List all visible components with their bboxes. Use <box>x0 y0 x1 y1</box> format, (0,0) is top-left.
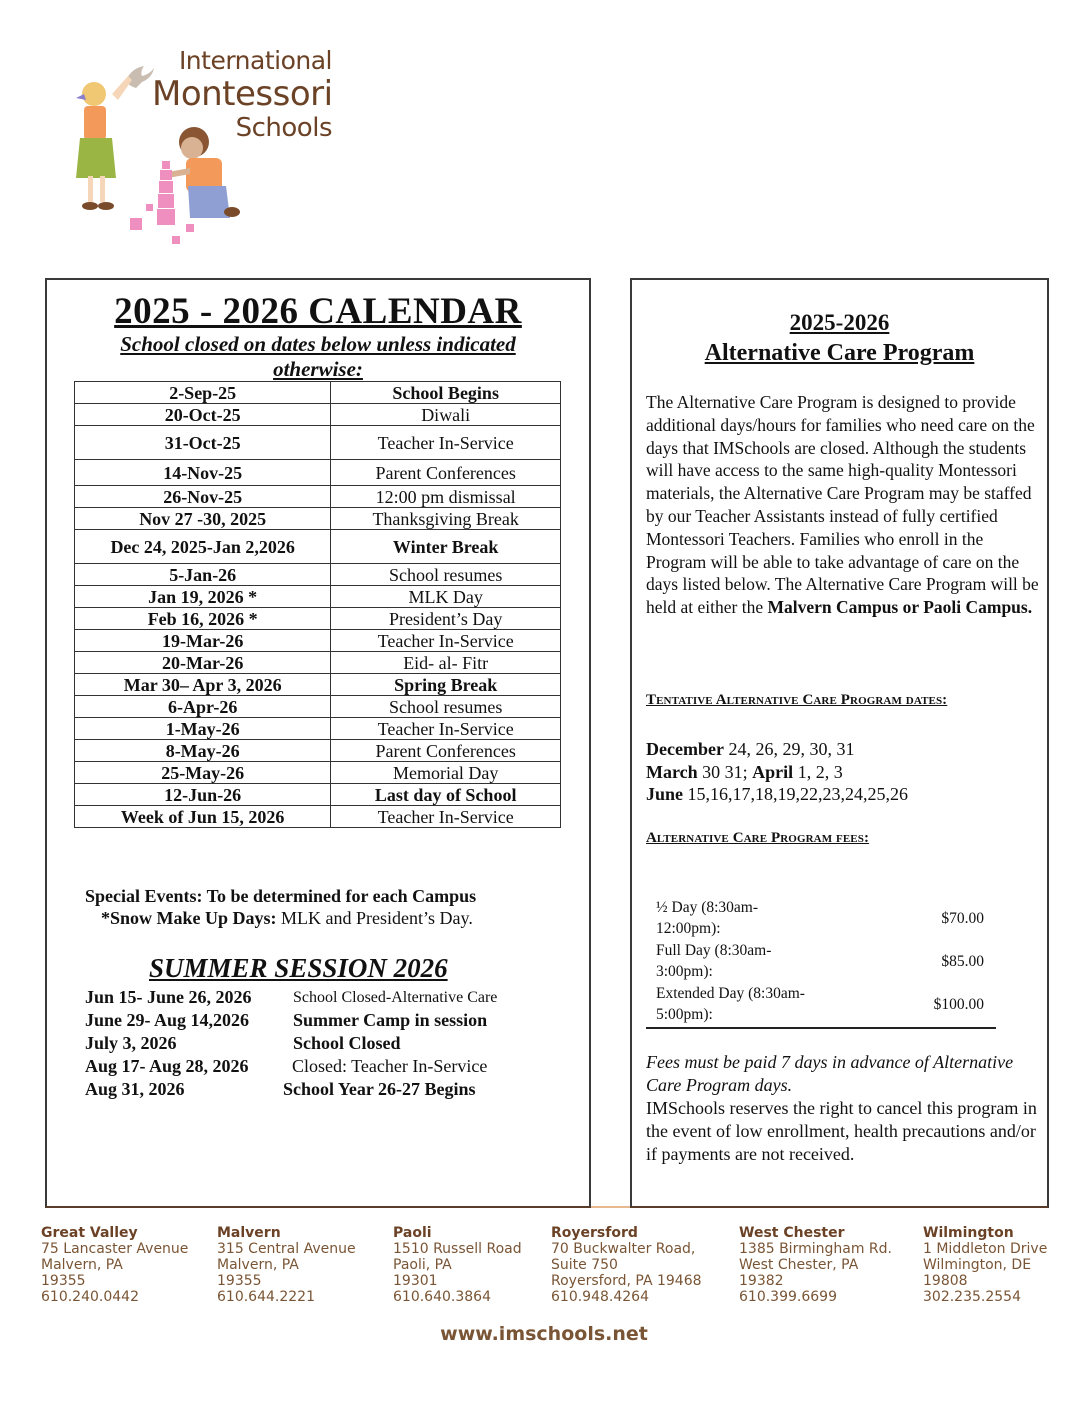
acp-campus-locations: Malvern Campus or Paoli Campus. <box>767 597 1033 618</box>
logo-line-1: International <box>178 46 332 75</box>
campus-address-line: 1510 Russell Road <box>393 1241 522 1257</box>
calendar-row <box>75 630 561 652</box>
campus-address-line: Royersford, PA 19468 <box>551 1273 702 1289</box>
calendar-row <box>75 762 561 784</box>
month-label: March <box>646 761 698 782</box>
calendar-date: 1-May-26 <box>75 718 331 740</box>
campus-phone[interactable]: 610.399.6699 <box>739 1289 837 1305</box>
fee-label: Extended Day (8:30am-5:00pm): <box>656 985 805 1023</box>
calendar-date: 20-Mar-26 <box>75 652 331 674</box>
campus-address-line: 1385 Birmingham Rd. <box>739 1241 892 1257</box>
campus-address-line: 19301 <box>393 1273 438 1289</box>
campus-phone[interactable]: 610.640.3864 <box>393 1289 491 1305</box>
calendar-event: Winter Break <box>331 530 561 564</box>
calendar-row <box>75 652 561 674</box>
calendar-date: 14-Nov-25 <box>75 460 331 486</box>
calendar-row <box>75 674 561 696</box>
summer-date: Jun 15- June 26, 2026 <box>85 987 252 1007</box>
calendar-event: Parent Conferences <box>331 460 561 486</box>
calendar-event: School Begins <box>331 382 561 404</box>
campus-wilmington <box>923 1225 1047 1305</box>
fee-amount: $85.00 <box>941 953 984 970</box>
summer-date: June 29- Aug 14,2026 <box>85 1010 250 1030</box>
calendar-event: Memorial Day <box>331 762 561 784</box>
calendar-panel <box>45 278 591 1208</box>
fee-row <box>646 984 996 1027</box>
fee-label: ½ Day (8:30am-12:00pm): <box>656 899 759 937</box>
calendar-title: 2025 - 2026 CALENDAR <box>114 291 522 332</box>
campus-malvern <box>217 1225 356 1305</box>
calendar-event: Teacher In-Service <box>331 426 561 460</box>
summer-date: Aug 17- Aug 28, 2026 <box>85 1056 249 1076</box>
calendar-date: 6-Apr-26 <box>75 696 331 718</box>
fee-row <box>646 941 996 984</box>
calendar-date: Dec 24, 2025-Jan 2,2026 <box>75 530 331 564</box>
fee-amount: $70.00 <box>941 910 984 927</box>
campus-name: Paoli <box>393 1225 432 1241</box>
acp-description <box>646 391 1041 619</box>
summer-session-title: SUMMER SESSION 2026 <box>149 953 448 983</box>
summer-event: Summer Camp in session <box>293 1010 488 1030</box>
fee-row <box>646 898 996 941</box>
summer-event: Closed: Teacher In-Service <box>292 1056 488 1076</box>
campus-address-line: 19355 <box>217 1273 262 1289</box>
calendar-row <box>75 382 561 404</box>
calendar-row <box>75 486 561 508</box>
acp-fees-table <box>646 898 996 1029</box>
calendar-row <box>75 426 561 460</box>
calendar-row <box>75 608 561 630</box>
calendar-row <box>75 460 561 486</box>
calendar-date: Mar 30– Apr 3, 2026 <box>75 674 331 696</box>
calendar-date: Jan 19, 2026 * <box>75 586 331 608</box>
calendar-row <box>75 784 561 806</box>
acp-dates-march-april <box>646 761 908 784</box>
calendar-event: Thanksgiving Break <box>331 508 561 530</box>
campus-name: Great Valley <box>41 1225 138 1241</box>
calendar-date: 25-May-26 <box>75 762 331 784</box>
snow-makeup-value: MLK and President’s Day. <box>276 908 473 928</box>
calendar-event: 12:00 pm dismissal <box>331 486 561 508</box>
days-value: 15,16,17,18,19,22,23,24,25,26 <box>683 784 909 804</box>
campus-address-line: 19355 <box>41 1273 86 1289</box>
campus-paoli <box>393 1225 522 1305</box>
snow-makeup-days <box>85 907 476 929</box>
campus-address-line: Paoli, PA <box>393 1257 452 1273</box>
calendar-row <box>75 564 561 586</box>
month-label: April <box>752 761 794 782</box>
calendar-row <box>75 718 561 740</box>
calendar-date: 26-Nov-25 <box>75 486 331 508</box>
logo-wordmark <box>152 46 332 141</box>
calendar-row <box>75 404 561 426</box>
days-value: 24, 26, 29, 30, 31 <box>723 739 855 759</box>
special-events-note <box>85 885 476 929</box>
calendar-date: 12-Jun-26 <box>75 784 331 806</box>
month-label: December <box>646 739 724 759</box>
calendar-row <box>75 586 561 608</box>
campus-phone[interactable]: 302.235.2554 <box>923 1289 1021 1305</box>
calendar-subtitle-line-2: otherwise: <box>273 357 363 381</box>
campus-name: Malvern <box>217 1225 281 1241</box>
acp-description-text: The Alternative Care Program is designed to provide additional days/hours for families who need care on the days that IMSchools are closed. Although the students will have access to the same high-quality Montessori materials, the Alternative Care Program may be staffed by our Teacher Assistants instead of fully certified Montessori Teachers. Families who enroll in the Program will be able to take advantage of care on the days listed below. The Alternative Care Program will be held at either the <box>646 392 1039 618</box>
calendar-event: School resumes <box>331 696 561 718</box>
days-value: 30 31; <box>697 761 753 782</box>
campus-address-line: 315 Central Avenue <box>217 1241 356 1257</box>
decorative-divider <box>591 1206 630 1208</box>
calendar-date: 8-May-26 <box>75 740 331 762</box>
acp-year: 2025-2026 <box>789 310 890 335</box>
acp-fees-heading: Alternative Care Program fees: <box>646 830 870 846</box>
calendar-event: Diwali <box>331 404 561 426</box>
campus-address-line: Malvern, PA <box>217 1257 299 1273</box>
summer-date: Aug 31, 2026 <box>85 1079 185 1099</box>
calendar-row <box>75 696 561 718</box>
acp-dates-list <box>646 738 908 806</box>
summer-date: July 3, 2026 <box>85 1033 177 1053</box>
calendar-event: Teacher In-Service <box>331 806 561 828</box>
calendar-date: 20-Oct-25 <box>75 404 331 426</box>
calendar-event: Spring Break <box>331 674 561 696</box>
calendar-table <box>74 381 561 828</box>
summer-event: School Year 26-27 Begins <box>283 1079 476 1099</box>
campus-great-valley <box>41 1225 188 1305</box>
campus-west-chester <box>739 1225 892 1305</box>
acp-notes <box>646 1051 1041 1166</box>
campus-address-line: 1 Middleton Drive <box>923 1241 1048 1257</box>
campus-phone[interactable]: 610.644.2221 <box>217 1289 315 1305</box>
calendar-event: School resumes <box>331 564 561 586</box>
acp-title: Alternative Care Program <box>704 340 975 366</box>
campus-name: Royersford <box>551 1225 638 1241</box>
fee-payment-note: Fees must be paid 7 days in advance of Alternative Care Program days. <box>646 1052 1014 1095</box>
fee-amount: $100.00 <box>933 996 984 1013</box>
summer-event: School Closed-Alternative Care <box>293 989 498 1006</box>
calendar-event: MLK Day <box>331 586 561 608</box>
calendar-subtitle-line-1: School closed on dates below unless indicated <box>120 332 516 356</box>
campus-address-line: Suite 750 <box>551 1257 618 1273</box>
calendar-row <box>75 806 561 828</box>
calendar-row <box>75 508 561 530</box>
acp-dates-june <box>646 783 908 806</box>
campus-address-line: 75 Lancaster Avenue <box>41 1241 189 1257</box>
campus-address-line: 19808 <box>923 1273 968 1289</box>
campus-address-line: 70 Buckwalter Road, <box>551 1241 696 1257</box>
calendar-date: Feb 16, 2026 * <box>75 608 331 630</box>
logo-line-2: Montessori <box>152 74 333 114</box>
calendar-row <box>75 740 561 762</box>
campus-address-line: Malvern, PA <box>41 1257 123 1273</box>
campus-name: West Chester <box>739 1225 845 1241</box>
calendar-event: Parent Conferences <box>331 740 561 762</box>
calendar-row <box>75 530 561 564</box>
calendar-event: Teacher In-Service <box>331 630 561 652</box>
special-events-text: Special Events: To be determined for each Campus <box>85 886 477 906</box>
campus-phone[interactable]: 610.240.0442 <box>41 1289 139 1305</box>
calendar-date: Nov 27 -30, 2025 <box>75 508 331 530</box>
campus-royersford <box>551 1225 702 1305</box>
calendar-date: 31-Oct-25 <box>75 426 331 460</box>
logo-line-3: Schools <box>235 113 332 143</box>
days-value: 1, 2, 3 <box>793 761 843 782</box>
campus-name: Wilmington <box>923 1225 1014 1241</box>
campus-address-line: Wilmington, DE <box>923 1257 1032 1273</box>
acp-dates-heading: Tentative Alternative Care Program dates: <box>646 692 948 708</box>
snow-makeup-label: *Snow Make Up Days: <box>101 908 277 928</box>
calendar-event: Teacher In-Service <box>331 718 561 740</box>
summer-event: School Closed <box>293 1033 401 1053</box>
campus-phone[interactable]: 610.948.4264 <box>551 1289 649 1305</box>
campus-address-line: 19382 <box>739 1273 784 1289</box>
cancellation-note: IMSchools reserves the right to cancel this program in the event of low enrollment, health precautions and/or if payments are not received. <box>646 1098 1037 1164</box>
fee-label: Full Day (8:30am-3:00pm): <box>656 942 772 980</box>
calendar-event: Eid- al- Fitr <box>331 652 561 674</box>
month-label: June <box>646 784 684 804</box>
calendar-date: 2-Sep-25 <box>75 382 331 404</box>
website-link[interactable]: www.imschools.net <box>440 1323 648 1345</box>
calendar-date: Week of Jun 15, 2026 <box>75 806 331 828</box>
acp-dates-december <box>646 738 908 761</box>
campus-address-line: West Chester, PA <box>739 1257 859 1273</box>
alternative-care-panel <box>630 278 1049 1208</box>
calendar-date: 19-Mar-26 <box>75 630 331 652</box>
calendar-date: 5-Jan-26 <box>75 564 331 586</box>
school-logo <box>68 46 338 246</box>
calendar-event: President’s Day <box>331 608 561 630</box>
calendar-event: Last day of School <box>331 784 561 806</box>
calendar-subtitle <box>47 332 589 382</box>
